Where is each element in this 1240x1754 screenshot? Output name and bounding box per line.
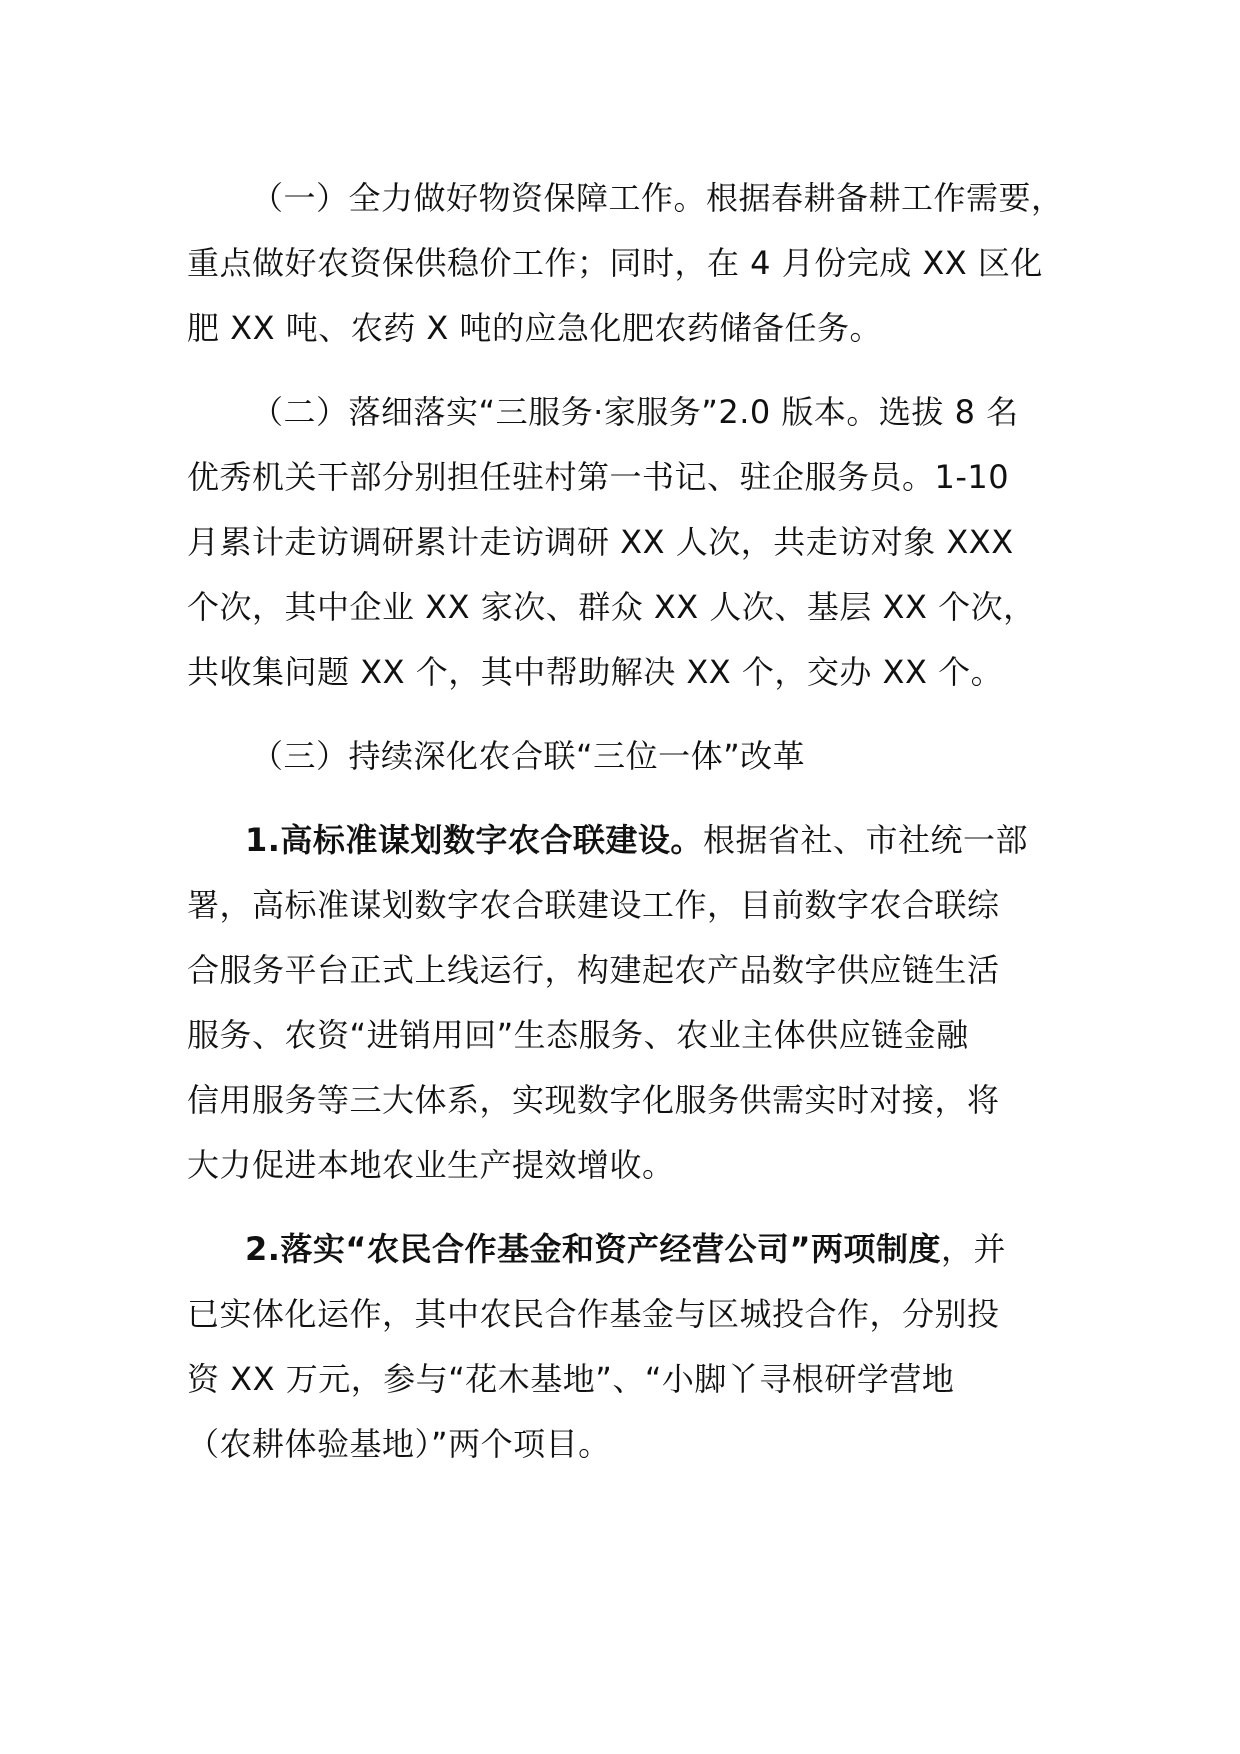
text-line <box>187 1217 1067 1282</box>
paragraph-two-systems <box>187 1217 1067 1477</box>
text-line: 信用服务等三大体系，实现数字化服务供需实时对接，将 <box>187 1081 1000 1119</box>
paragraph-digital-cooperative <box>187 808 1067 1198</box>
section-heading-text: （三）持续深化农合联“三位一体”改革 <box>251 737 806 775</box>
text-line: 肥 XX 吨、农药 X 吨的应急化肥农药储备任务。 <box>187 309 882 347</box>
text-line: 服务、农资“进销用回”生态服务、农业主体供应链金融 <box>187 1016 969 1054</box>
text-line: 已实体化运作，其中农民合作基金与区城投合作，分别投 <box>187 1295 1000 1333</box>
text-line: 资 XX 万元，参与“花木基地”、“小脚丫寻根研学营地 <box>187 1360 955 1398</box>
paragraph-three-services <box>187 380 1067 705</box>
text-line: 个次，其中企业 XX 家次、群众 XX 人次、基层 XX 个次， <box>187 588 1036 626</box>
document-page <box>187 166 1067 1477</box>
text-line: 共收集问题 XX 个，其中帮助解决 XX 个，交办 XX 个。 <box>187 653 1004 691</box>
section-heading <box>187 724 1067 789</box>
text-line: 月累计走访调研累计走访调研 XX 人次，共走访对象 XXX <box>187 523 1014 561</box>
text-line: 署，高标准谋划数字农合联建设工作，目前数字农合联综 <box>187 886 1000 924</box>
text-line <box>187 808 1067 873</box>
text-line: （农耕体验基地）”两个项目。 <box>187 1425 611 1463</box>
text-line: 优秀机关干部分别担任驻村第一书记、驻企服务员。1-10 <box>187 458 1010 496</box>
item-title: 1.高标准谋划数字农合联建设。 <box>245 821 703 859</box>
paragraph-material-supply <box>187 166 1067 361</box>
text-line: （二）落细落实“三服务·家服务”2.0 版本。选拔 8 名 <box>251 393 1019 431</box>
text-line: 合服务平台正式上线运行，构建起农产品数字供应链生活 <box>187 951 1000 989</box>
item-title: 2.落实“农民合作基金和资产经营公司”两项制度 <box>245 1230 941 1268</box>
text-line: 重点做好农资保供稳价工作；同时，在 4 月份完成 XX 区化 <box>187 244 1043 282</box>
item-text: 根据省社、市社统一部 <box>702 821 1028 859</box>
text-line: 大力促进本地农业生产提效增收。 <box>187 1146 675 1184</box>
item-text: ，并 <box>941 1230 1007 1268</box>
text-line: （一）全力做好物资保障工作。根据春耕备耕工作需要， <box>251 179 1064 217</box>
